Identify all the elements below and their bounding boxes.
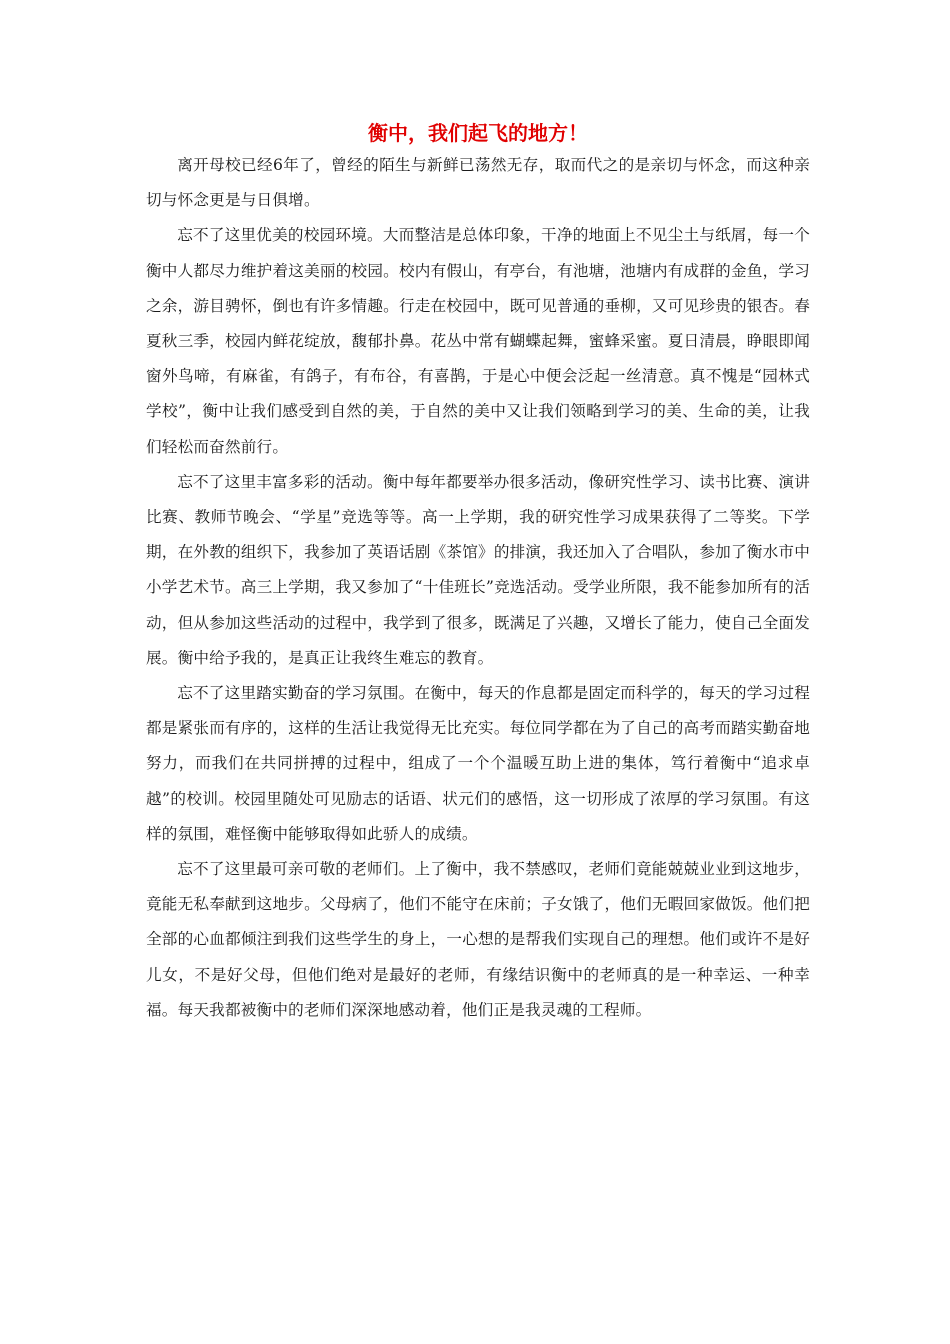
paragraph-study-atmosphere: 忘不了这里踏实勤奋的学习氛围。在衡中，每天的作息都是固定而科学的，每天的学习过程都是紧张而有序的，这样的生活让我觉得无比充实。每位同学都在为了自己的高考而踏实勤奋地努力，而我们在共同拼搏的过程中，组成了一个个温暖互助上进的集体，笃行着衡中“追求卓越”的校训。校园里随处可见励志的话语、状元们的感悟，这一切形成了浓厚的学习氛围。有这样的氛围，难怪衡中能够取得如此骄人的成绩。 [146, 684, 810, 843]
paragraph-activities: 忘不了这里丰富多彩的活动。衡中每年都要举办很多活动，像研究性学习、读书比赛、演讲比赛、教师节晚会、“学星”竞选等等。高一上学期，我的研究性学习成果获得了二等奖。下学期，在外教的组织下，我参加了英语话剧《茶馆》的排演，我还加入了合唱队，参加了衡水市中小学艺术节。高三上学期，我又参加了“十佳班长”竞选活动。受学业所限，我不能参加所有的活动，但从参加这些活动的过程中，我学到了很多，既满足了兴趣，又增长了能力，使自己全面发展。衡中给予我的，是真正让我终生难忘的教育。 [146, 472, 810, 667]
paragraph-intro: 离开母校已经6年了，曾经的陌生与新鲜已荡然无存，取而代之的是亲切与怀念，而这种亲切与怀念更是与日俱增。 [146, 156, 810, 210]
document-title: 衡中，我们起飞的地方！ [368, 121, 588, 145]
paragraph-teachers: 忘不了这里最可亲可敬的老师们。上了衡中，我不禁感叹，老师们竟能兢兢业业到这地步，竟能无私奉献到这地步。父母病了，他们不能守在床前；子女饿了，他们无暇回家做饭。他们把全部的心血都倾注到我们这些学生的身上，一心想的是帮我们实现自己的理想。他们或许不是好儿女，不是好父母，但他们绝对是最好的老师，有缘结识衡中的老师真的是一种幸运、一种幸福。每天我都被衡中的老师们深深地感动着，他们正是我灵魂的工程师。 [146, 860, 810, 1019]
document-page [146, 118, 810, 1028]
paragraph-campus-environment: 忘不了这里优美的校园环境。大而整洁是总体印象，干净的地面上不见尘土与纸屑，每一个衡中人都尽力维护着这美丽的校园。校内有假山，有亭台，有池塘，池塘内有成群的金鱼，学习之余，游目骋怀，倒也有许多情趣。行走在校园中，既可见普通的垂柳，又可见珍贵的银杏。春夏秋三季，校园内鲜花绽放，馥郁扑鼻。花丛中常有蝴蝶起舞，蜜蜂采蜜。夏日清晨，睁眼即闻窗外鸟啼，有麻雀，有鸽子，有布谷，有喜鹊，于是心中便会泛起一丝清意。真不愧是“园林式学校”，衡中让我们感受到自然的美，于自然的美中又让我们领略到学习的美、生命的美，让我们轻松而奋然前行。 [146, 226, 810, 456]
